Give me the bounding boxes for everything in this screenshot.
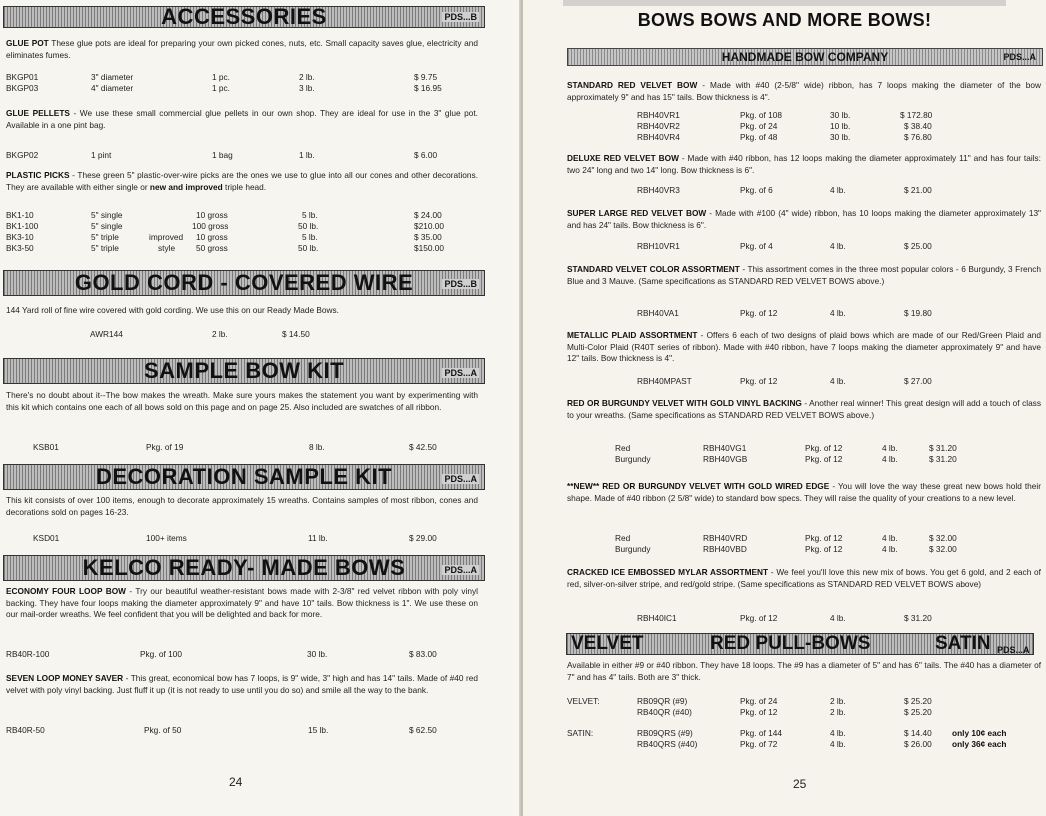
- gold-cord-tag: PDS...B: [444, 279, 477, 289]
- decoration-kit-title: DECORATION SAMPLE KIT: [95, 464, 393, 489]
- pull-bows-velvet-label: VELVET: [571, 633, 644, 654]
- pull-bows-satin-row: SATIN: RB09QRS (#9) Pkg. of 144 4 lb. $ 14.40 only 10¢ each: [567, 728, 1007, 738]
- handmade-bow-tag: PDS...A: [1003, 52, 1036, 62]
- glue-pot-row: BKGP03 4" diameter 1 pc. 3 lb. $ 16.95: [6, 83, 442, 93]
- sample-bow-kit-title: SAMPLE BOW KIT: [143, 358, 345, 383]
- left-page: [0, 0, 521, 816]
- pull-bows-tag: PDS...A: [997, 645, 1030, 655]
- accessories-title: ACCESSORIES: [161, 4, 327, 29]
- gold-cord-text: 144 Yard roll of fine wire covered with gold cording. We use this on our Ready Made Bows.: [6, 305, 339, 315]
- handmade-bow-header: [567, 48, 1043, 66]
- pull-bows-velvet-row: RB40QR (#40) Pkg. of 12 2 lb. $ 25.20: [637, 707, 932, 717]
- sample-bow-kit-header: [3, 358, 485, 384]
- plastic-picks-row: BK1-10 5" single 10 gross 5 lb. $ 24.00: [6, 210, 442, 220]
- deluxe-row: RBH40VR3 Pkg. of 6 4 lb. $ 21.00: [637, 185, 932, 195]
- pull-bows-text: Available in either #9 or #40 ribbon. They have 18 loops. The #9 has a diameter of 5" and has 6" tails. The #40 has a diameter of 7" and has 4" tails. Both are 3" thick.: [567, 660, 1041, 682]
- sample-bow-kit-row: KSB01 Pkg. of 19 8 lb. $ 42.50: [33, 442, 437, 452]
- right-page-title: BOWS BOWS AND MORE BOWS!: [637, 10, 932, 30]
- top-edge-shading: [563, 0, 1006, 6]
- decoration-kit-tag: PDS...A: [444, 474, 477, 484]
- gold-cord-header: [3, 270, 485, 296]
- economy-bow-text: ECONOMY FOUR LOOP BOW - Try our beautiful weather-resistant bows made with 2-3/8" red velvet ribbon with poly vinyl backing. They have four loops making the diameter approximately 9" and have 10" tails. Bow thickness is 1". We use these on our mail-order wreaths. We feel confident that you will be delighted and back for more.: [6, 586, 478, 619]
- vinyl-backing-row: Red RBH40VG1 Pkg. of 12 4 lb. $ 31.20: [615, 443, 957, 453]
- glue-pellets-row: BKGP02 1 pint 1 bag 1 lb. $ 6.00: [6, 150, 438, 160]
- cracked-ice-row: RBH40IC1 Pkg. of 12 4 lb. $ 31.20: [637, 613, 932, 623]
- super-large-text: SUPER LARGE RED VELVET BOW - Made with #100 (4" wide) ribbon, has 10 loops making the diameter approximately 13" and has 24" tails. Bow thickness is 6".: [567, 208, 1042, 230]
- pull-bows-title: RED PULL-BOWS: [710, 633, 871, 654]
- sample-bow-kit-text: There's no doubt about it--The bow makes the wreath. Make sure yours makes the statement you want by experimenting with this kit which contains one each of all bows sold on this page and on page 25. Also included are swatches of all ribbon.: [6, 390, 478, 412]
- pull-bows-satin-label: SATIN: [935, 633, 991, 654]
- accessories-tag: PDS...B: [444, 12, 477, 22]
- wired-edge-row: Burgundy RBH40VBD Pkg. of 12 4 lb. $ 32.00: [615, 544, 957, 554]
- accessories-header: [3, 6, 485, 28]
- cracked-ice-text: CRACKED ICE EMBOSSED MYLAR ASSORTMENT - We feel you'll love this new mix of bows. You get 6 gold, and 2 each of red, silver-on-silver stripe, and red/gold stripe. (Same specifications as STANDARD RED VELVET BOWS above): [567, 567, 1041, 589]
- wired-edge-row: Red RBH40VRD Pkg. of 12 4 lb. $ 32.00: [615, 533, 957, 543]
- pull-bows-header: [566, 633, 1034, 655]
- standard-red-row: RBH40VR4 Pkg. of 48 30 lb. $ 76.80: [637, 132, 932, 142]
- standard-red-text: STANDARD RED VELVET BOW - Made with #40 (2-5/8" wide) ribbon, has 7 loops making the diameter of the bow approximately 9" and has 15" tails. Bow thickness is 4".: [567, 80, 1041, 102]
- super-large-row: RBH10VR1 Pkg. of 4 4 lb. $ 25.00: [637, 241, 932, 251]
- seven-loop-row: RB40R-50 Pkg. of 50 15 lb. $ 62.50: [6, 725, 437, 735]
- decoration-kit-row: KSD01 100+ items 11 lb. $ 29.00: [33, 533, 437, 543]
- sample-bow-kit-tag: PDS...A: [444, 368, 477, 378]
- wired-edge-text: **NEW** RED OR BURGUNDY VELVET WITH GOLD WIRED EDGE - You will love the way these great new bows hold their shape. Made of #40 ribbon (2 5/8" wide) to standard bow specs. They will raise the quality of your creations to a new level.: [567, 481, 1041, 503]
- kelco-bows-tag: PDS...A: [444, 565, 477, 575]
- kelco-bows-title: KELCO READY- MADE BOWS: [82, 555, 406, 580]
- plastic-picks-row: BK3-50 5" triple style 50 gross 50 lb. $150.00: [6, 243, 444, 253]
- right-page: [523, 0, 1046, 816]
- page-number-left: 24: [229, 775, 243, 789]
- standard-red-row: RBH40VR2 Pkg. of 24 10 lb. $ 38.40: [637, 121, 932, 131]
- decoration-kit-text: This kit consists of over 100 items, enough to decorate approximately 15 wreaths. Contains samples of most ribbon, cones and decorations sold on pages 16-23.: [6, 495, 478, 517]
- glue-pot-row: BKGP01 3" diameter 1 pc. 2 lb. $ 9.75: [6, 72, 438, 82]
- decoration-kit-header: [3, 464, 485, 490]
- kelco-bows-header: [3, 555, 485, 581]
- plastic-picks-text: PLASTIC PICKS - These green 5" plastic-over-wire picks are the ones we use to glue into all our cones and other decorations. They are available with either single or new and improved triple head.: [6, 170, 478, 192]
- gold-cord-row: AWR144 2 lb. $ 14.50: [90, 329, 310, 339]
- gold-cord-title: GOLD CORD - COVERED WIRE: [74, 270, 414, 295]
- handmade-bow-title: HANDMADE BOW COMPANY: [721, 50, 889, 64]
- plastic-picks-row: BK1-100 5" single 100 gross 50 lb. $210.00: [6, 221, 444, 231]
- pull-bows-satin-row: RB40QRS (#40) Pkg. of 72 4 lb. $ 26.00 only 36¢ each: [637, 739, 1007, 749]
- vinyl-backing-row: Burgundy RBH40VGB Pkg. of 12 4 lb. $ 31.20: [615, 454, 957, 464]
- plastic-picks-row: BK3-10 5" triple improved 10 gross 5 lb. $ 35.00: [6, 232, 442, 242]
- deluxe-text: DELUXE RED VELVET BOW - Made with #40 ribbon, has 12 loops making the diameter approximately 11" and has four tails: two 24" long and two 14" long. Bow thickness is 6".: [567, 153, 1041, 175]
- glue-pellets-text: GLUE PELLETS - We use these small commercial glue pellets in our own shop. They are ideal for use in the 3" glue pot. Available in a one pint bag.: [6, 108, 478, 130]
- page-number-right: 25: [793, 777, 807, 791]
- standard-red-row: RBH40VR1 Pkg. of 108 30 lb. $ 172.80: [637, 110, 933, 120]
- glue-pot-text: GLUE POT These glue pots are ideal for preparing your own picked cones, nuts, etc. Small capacity saves glue, electricity and eliminates fumes.: [6, 38, 478, 60]
- vinyl-backing-text: RED OR BURGUNDY VELVET WITH GOLD VINYL BACKING - Another real winner! This great design will add a touch of class to your wreaths. (Same specifications as STANDARD RED VELVET BOWS above.): [567, 398, 1041, 420]
- metallic-plaid-text: METALLIC PLAID ASSORTMENT - Offers 6 each of two designs of plaid bows which are made of our Red/Green Plaid and Multi-Color Plaid (R40T series of ribbon). Made with #40 ribbon, have 7 loops making the diameter approximately 9" and have 12" tails. Bow thickness is 4".: [567, 330, 1041, 363]
- color-assortment-text: STANDARD VELVET COLOR ASSORTMENT - This assortment comes in the three most popular colors - 6 Burgundy, 3 French Blue and 3 Mauve. (Same specifications as STANDARD RED VELVET BOWS above.): [567, 264, 1041, 286]
- economy-bow-row: RB40R-100 Pkg. of 100 30 lb. $ 83.00: [6, 649, 437, 659]
- pull-bows-velvet-row: VELVET: RB09QR (#9) Pkg. of 24 2 lb. $ 25.20: [567, 696, 932, 706]
- color-assortment-row: RBH40VA1 Pkg. of 12 4 lb. $ 19.80: [637, 308, 932, 318]
- metallic-plaid-row: RBH40MPAST Pkg. of 12 4 lb. $ 27.00: [637, 376, 932, 386]
- seven-loop-text: SEVEN LOOP MONEY SAVER - This great, economical bow has 7 loops, is 9" wide, 3" high and has 14" tails. Made of #40 red velvet with poly vinyl backing. Just fluff it up (it is not ready to use until you do so) and smile all the way to the bank.: [6, 673, 479, 695]
